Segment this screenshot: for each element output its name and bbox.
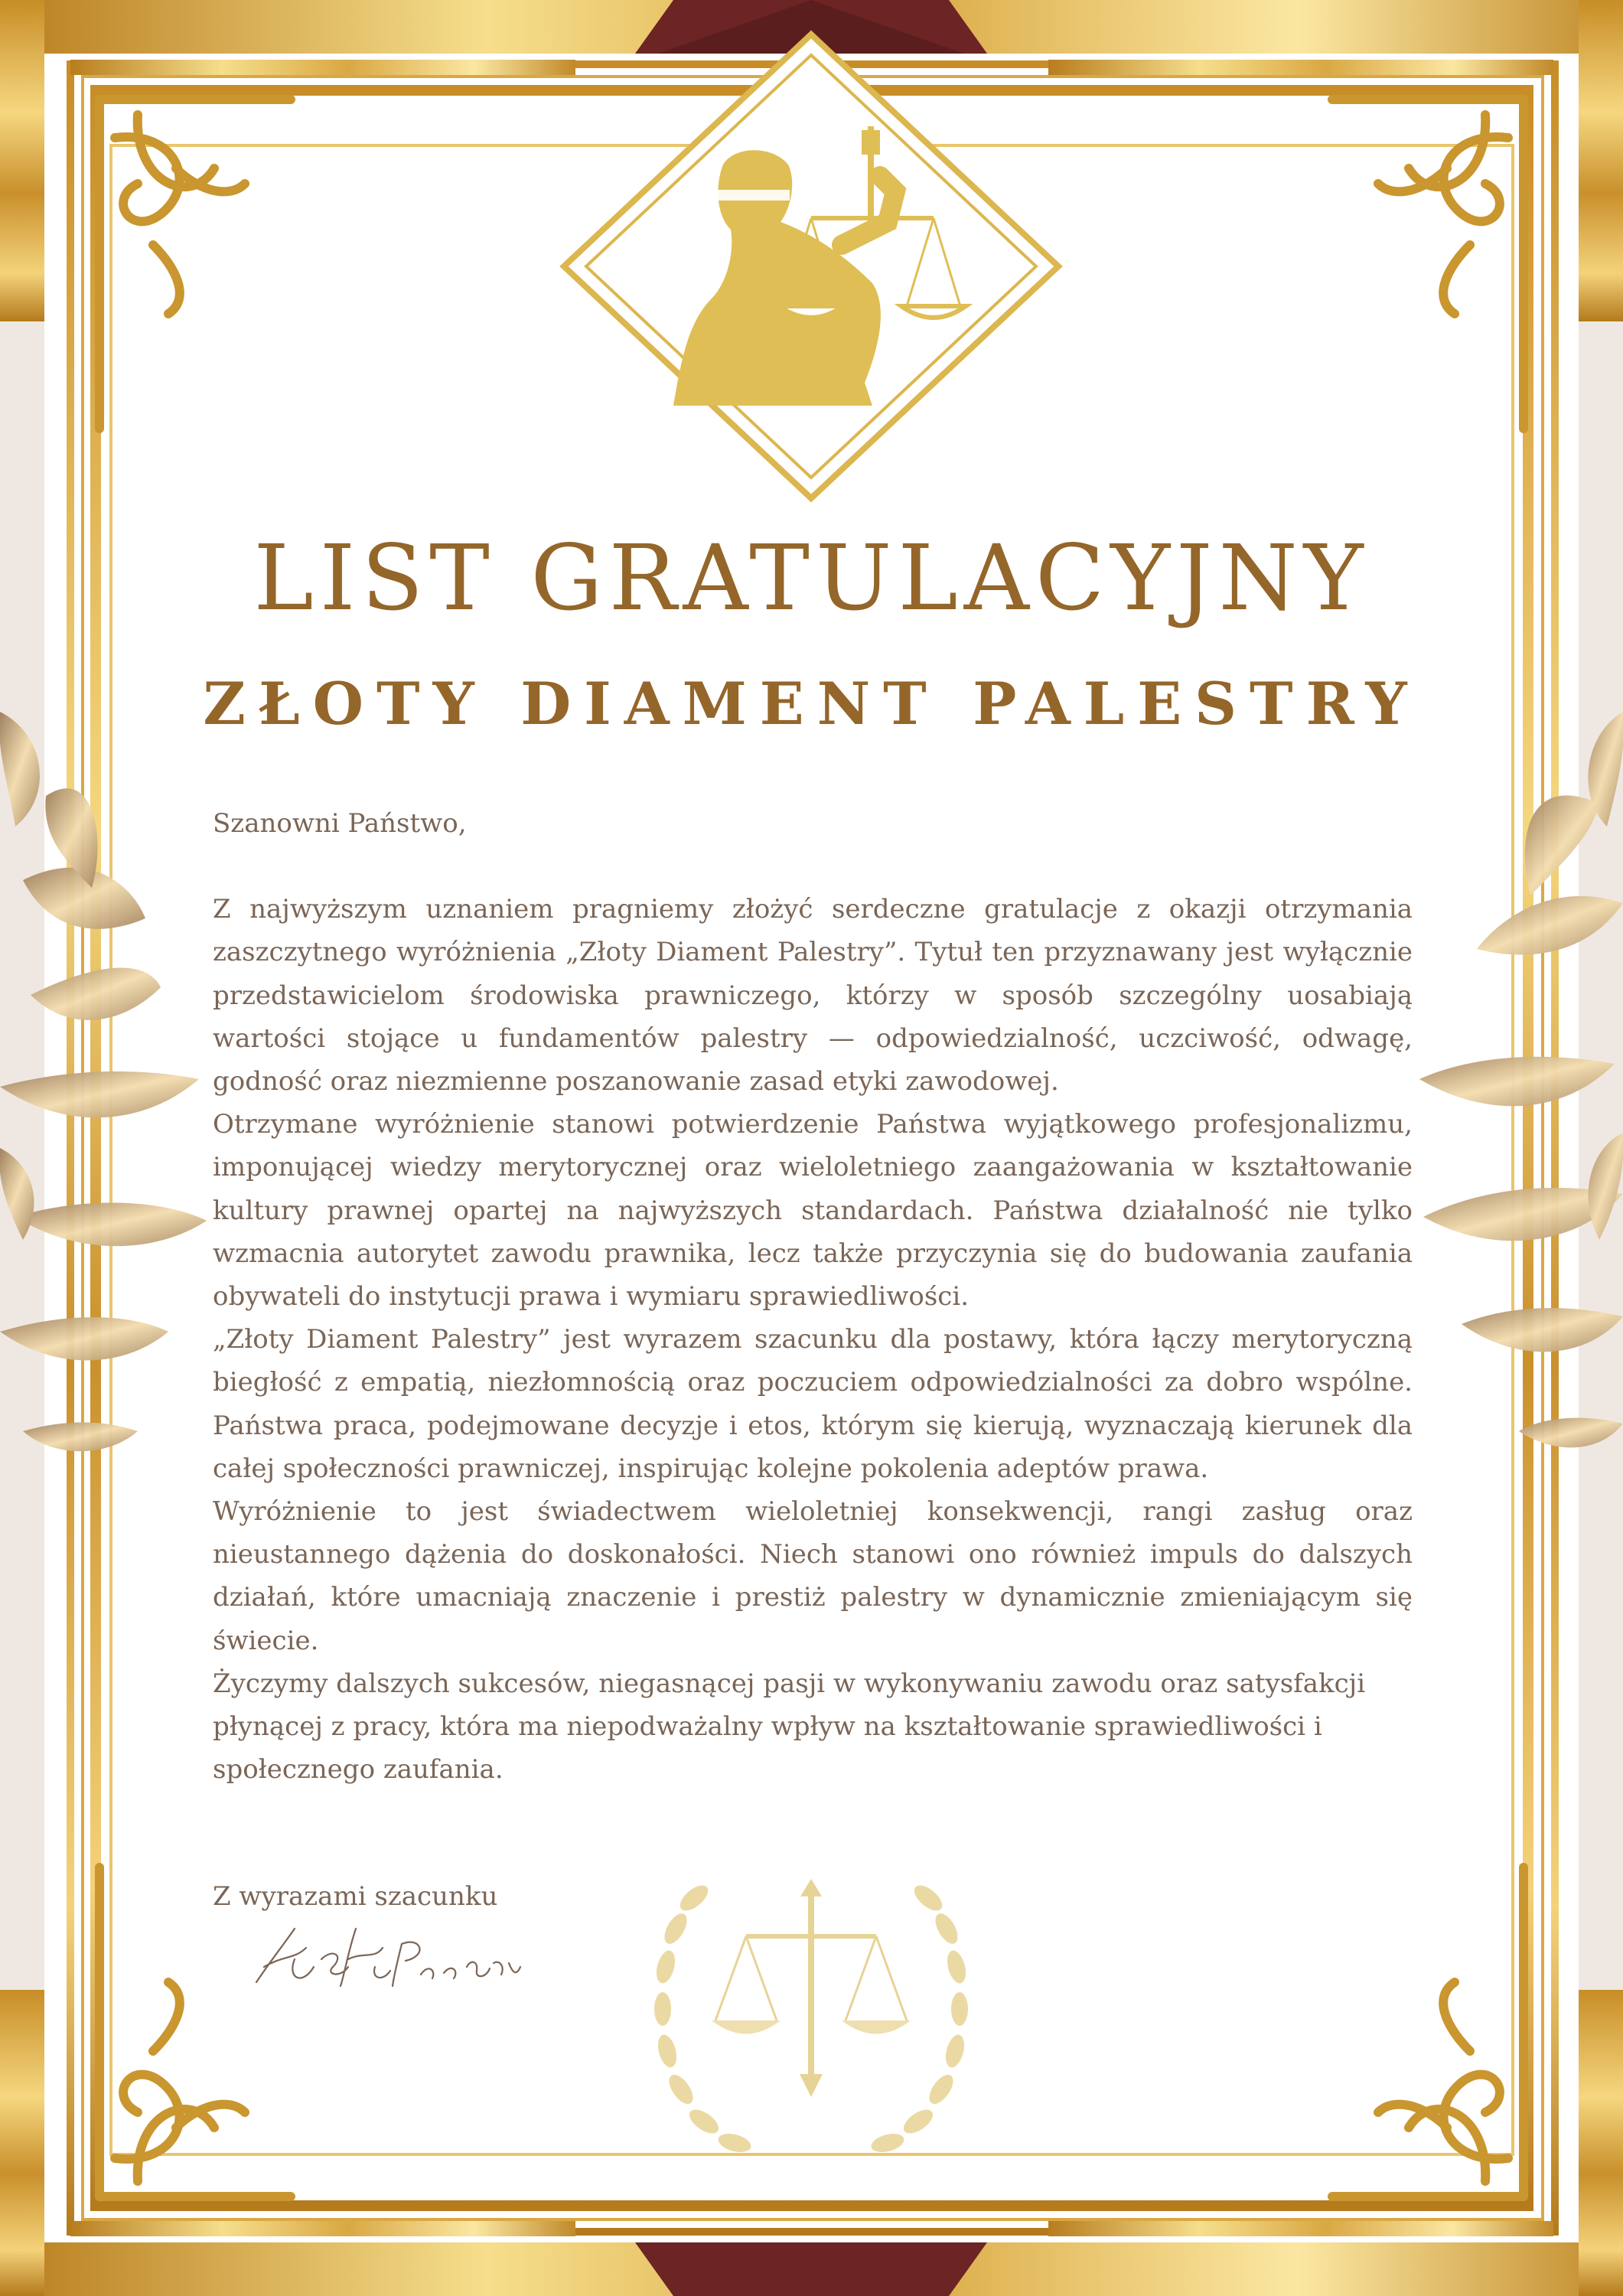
letter-title: LIST GRATULACYJNY — [253, 525, 1370, 631]
paragraph-3: „Złoty Diament Palestry” jest wyrazem szacunku dla postawy, która łączy merytoryczną biegłość z empatią, niezłomnością oraz poczuciem odpowiedzialności za dobro wspólne. Państwa praca, podejmowane decyzje i etos, którym się kierują, wyznaczają kierunek dla całej społeczności prawniczej, inspirując kolejne pokolenia adeptów prawa. — [213, 1324, 1413, 1484]
paragraph-5: Życzymy dalszych sukcesów, niegasnącej pasji w wykonywaniu zawodu oraz satysfakcji płynącej z pracy, która ma niepodważalny wpływ na kształtowanie sprawiedliwości i społecznego zaufania. — [213, 1668, 1366, 1786]
paragraph-2: Otrzymane wyróżnienie stanowi potwierdzenie Państwa wyjątkowego profesjonalizmu, imponującej wiedzy merytorycznej oraz wieloletniego zaangażowania w kształtowanie kultury prawnej opartej na najwyższych standardach. Państwa działalność nie tylko wzmacnia autorytet zawodu prawnika, lecz także przyczynia się do budowania zaufania obywateli do instytucji prawa i wymiaru sprawiedliwości. — [213, 1109, 1413, 1313]
letter-subtitle: ZŁOTY DIAMENT PALESTRY — [203, 670, 1420, 738]
salutation: Szanowni Państwo, — [213, 808, 467, 839]
paragraph-4: Wyróżnienie to jest świadectwem wieloletniej konsekwencji, rangi zasług oraz nieustannego dążenia do doskonałości. Niech stanowi ono również impuls do dalszych działań, które umacniają znaczenie i prestiż palestry w dynamicznie zmieniającym się świecie. — [213, 1496, 1413, 1656]
paragraph-1: Z najwyższym uznaniem pragniemy złożyć serdeczne gratulacje z okazji otrzymania zaszczytnego wyróżnienia „Złoty Diament Palestry”. Tytuł ten przyznawany jest wyłącznie przedstawicielom środowiska prawniczego, którzy w sposób szczególny uosabiają wartości stojące u fundamentów palestry — odpowiedzialność, uczciwość, odwagę, godność oraz niezmienne poszanowanie zasad etyki zawodowej. — [213, 894, 1413, 1097]
closing-phrase: Z wyrazami szacunku — [213, 1881, 498, 1912]
signature-icon — [249, 1913, 524, 1998]
letter-body — [213, 802, 1413, 1791]
